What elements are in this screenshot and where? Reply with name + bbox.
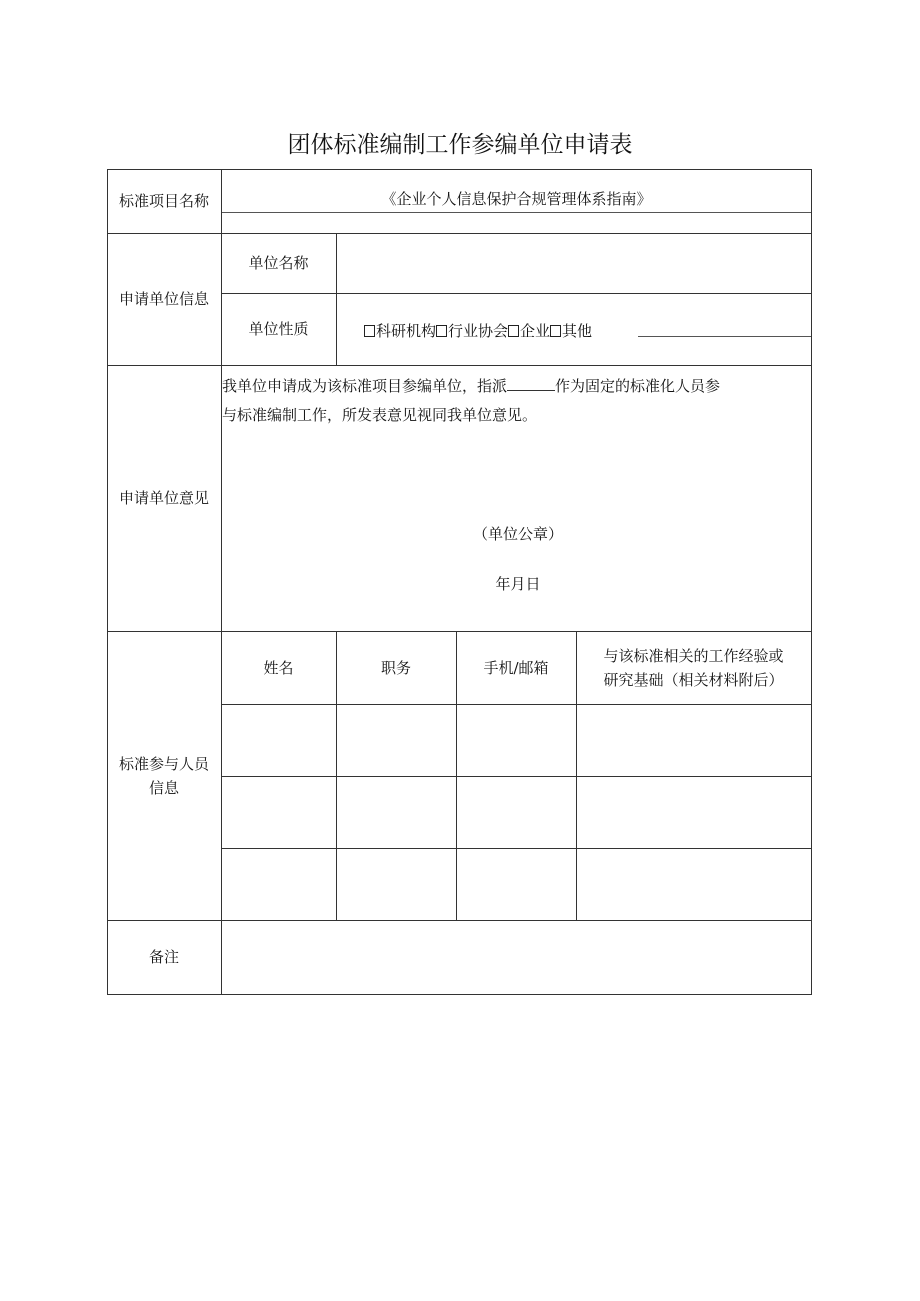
opinion-text-part1: 我单位申请成为该标准项目参编单位，指派 (222, 377, 508, 395)
participant-1-position[interactable] (337, 705, 456, 776)
participant-1-experience[interactable] (577, 705, 811, 776)
header-position: 职务 (380, 658, 411, 677)
participant-3-experience[interactable] (577, 849, 811, 920)
opinion-label: 申请单位意见 (118, 489, 209, 507)
designee-blank[interactable] (507, 376, 555, 391)
header-experience-line1: 与该标准相关的工作经验或 (603, 646, 784, 665)
form-title: 团体标准编制工作参编单位申请表 (287, 132, 633, 158)
project-name-value[interactable]: 《企业个人信息保护合规管理体系指南》 (381, 190, 652, 208)
option-industry-association: 行业协会 (448, 322, 509, 340)
participants-label (107, 631, 221, 920)
opinion-statement (222, 372, 807, 430)
unit-name-field[interactable] (337, 234, 811, 293)
option-research-institute: 科研机构 (376, 322, 437, 340)
remarks-label: 备注 (148, 948, 179, 966)
participants-label-line1: 标准参与人员 (118, 754, 209, 773)
participant-2-experience[interactable] (577, 777, 811, 848)
participant-2-name[interactable] (222, 777, 336, 848)
checkbox-research-institute[interactable] (364, 325, 375, 337)
unit-nature-label: 单位性质 (248, 320, 309, 338)
header-experience (576, 631, 811, 704)
opinion-text-part2: 作为固定的标准化人员参 (555, 377, 721, 395)
participant-3-position[interactable] (337, 849, 456, 920)
header-name: 姓名 (263, 658, 294, 677)
header-contact: 手机/邮箱 (483, 658, 549, 677)
unit-info-label: 申请单位信息 (118, 290, 209, 308)
participant-3-contact[interactable] (457, 849, 576, 920)
option-other: 其他 (562, 322, 593, 340)
date-text: 年月日 (495, 575, 541, 593)
participants-label-line2: 信息 (148, 778, 179, 797)
participant-2-contact[interactable] (457, 777, 576, 848)
checkbox-other[interactable] (550, 325, 561, 337)
participant-1-contact[interactable] (457, 705, 576, 776)
remarks-field[interactable] (222, 921, 811, 994)
unit-name-label: 单位名称 (248, 254, 309, 272)
participant-3-name[interactable] (222, 849, 336, 920)
participant-1-name[interactable] (222, 705, 336, 776)
header-experience-line2: 研究基础（相关材料附后） (603, 670, 784, 689)
participant-2-position[interactable] (337, 777, 456, 848)
checkbox-industry-association[interactable] (436, 325, 447, 337)
project-name-label: 标准项目名称 (118, 192, 209, 210)
checkbox-enterprise[interactable] (508, 325, 519, 337)
opinion-text-line2: 与标准编制工作，所发表意见视同我单位意见。 (222, 406, 538, 424)
seal-text: （单位公章） (472, 525, 563, 543)
unit-nature-options (364, 318, 592, 343)
option-enterprise: 企业 (520, 322, 551, 340)
